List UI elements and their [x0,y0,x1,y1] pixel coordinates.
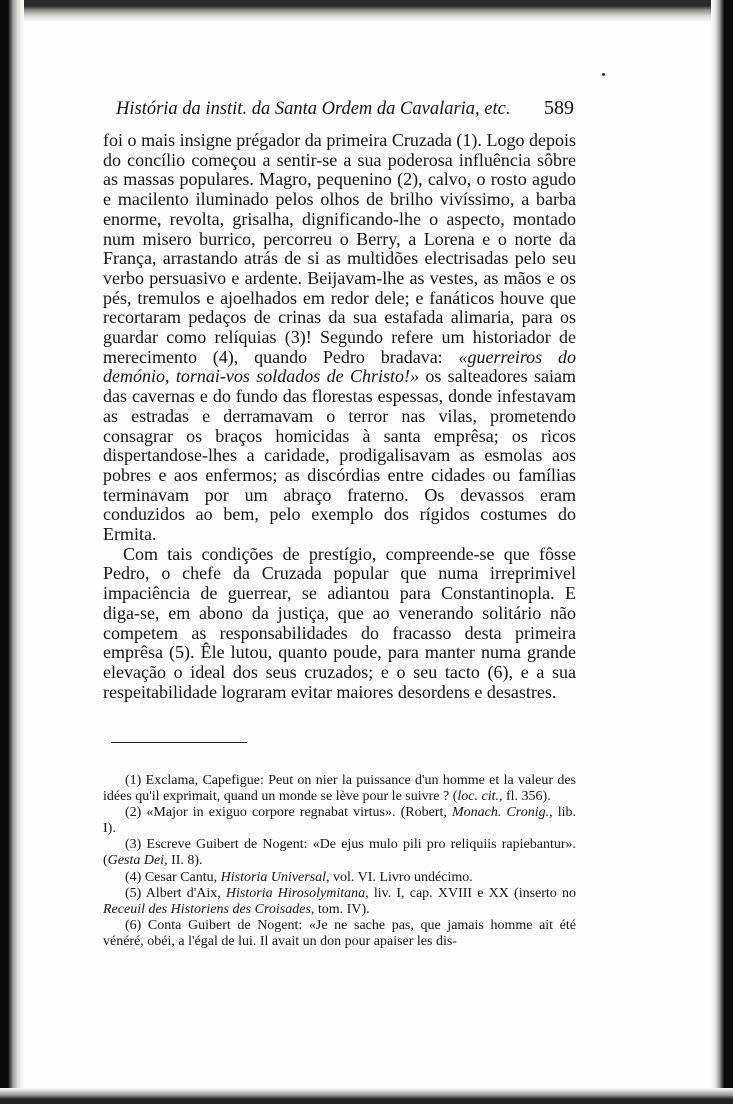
footnote-separator [111,742,247,743]
text-run: , liv. I, cap. XVIII e XX (inserto no [365,885,576,901]
footnote [103,918,576,950]
text-run-italic: Gesta Dei [107,853,165,869]
footnote [103,870,576,886]
text-run: Com tais condições de prestígio, compreende-se que fôsse Pedro, o chefe da Cruzada popular que numa irreprimivel impaciência de guerrear, se adiantou para Constantinopla. E diga-se, em abono da justiça, que ao venerando solitário não competem as responsabilidades do fracasso desta primeira emprêsa (5). Êle lutou, quanto poude, para manter numa grande elevação o ideal dos seus cruzados; e o seu tacto (6), e a sua respeitabilidade lograram evitar maiores desordens e desastres. [103,543,576,702]
text-run: (3) Escreve Guibert de Nogent: «De ejus mulo pili pro reliquiis rapiebantur». ( [103,837,576,869]
text-run-italic: Historia Hirosolymitana [225,885,366,901]
text-run: foi o mais insigne prégador da primeira Cruzada (1). Logo depois do concílio começou a sentir-se a sua poderosa influência sôbre as massas populares. Magro, pequenino (2), calvo, o rosto agudo e macilento iluminado pelos olhos de brilho vivíssimo, a barba enorme, revolta, grisalha, dignificando-lhe o aspecto, montado num misero burrico, percorreu o Berry, a Lorena e o norte da França, arrastando atrás de si as multidões electrisadas pelo seu verbo persuasivo e ardente. Beijavam-lhe as vestes, as mãos e os pés, tremulos e ajoelhados em redor dele; e fanáticos houve que recortaram pedaços de crinas da sua estafada alimaria, para os guardar como relíquias (3)! Segundo refere um historiador de merecimento (4), quando Pedro bradava: [103,130,576,367]
text-run: , II. 8). [164,853,203,869]
footnote [103,805,576,837]
text-run-italic: Monach. Cronig. [451,805,550,821]
text-run-italic: Receuil des Historiens des Croisades [103,901,311,917]
text-run: (5) Albert d'Aix, [125,885,226,901]
page-right-edge [711,0,733,1104]
running-title: História da instit. da Santa Ordem da Cavalaria, etc. [116,99,511,119]
page-number: 589 [544,97,574,119]
text-run: (4) Cesar Cantu, [125,869,221,885]
running-header [116,97,574,123]
text-run: , vol. VI. Livro undécimo. [326,869,473,885]
page-left-edge [0,0,24,1104]
text-run: os salteadores saiam das cavernas e do fundo das florestas espessas, donde infestavam as estradas e derramavam o terror nas vilas, prometendo consagrar os braços homicidas à santa emprêsa; os ricos dispertandose-lhes a caridade, prodigalisavam as esmolas aos pobres e aos enfermos; as discórdias entre cidades ou famílias terminavam por um abraço fraterno. Os devassos eram conduzidos ao bem, pelo exemplo dos rígidos costumes do Ermita. [103,366,576,545]
main-text [103,131,576,702]
text-run-italic: «guerreiros do demónio, tornai-vos soldados de Christo!» [103,346,577,387]
paragraph [103,545,576,703]
text-run: , lib. I). [103,805,576,837]
footnote [103,886,576,918]
text-run: (1) Exclama, Capefigue: Peut on nier la puissance d'un homme et la valeur des idées qu'il exprimait, quand un monde se lève pour le suivre ? ( [103,773,576,805]
ink-speck [602,73,605,76]
text-run: , fl. 356). [498,789,551,805]
footnotes [103,773,576,950]
footnote [103,773,576,805]
text-run: , tom. IV). [310,901,370,917]
footnote [103,837,576,869]
page-bottom-edge [0,1088,733,1104]
text-run: (6) Conta Guibert de Nogent: «Je ne sache pas, que jamais homme ait été vénéré, obéi, a l'égal de lui. Il avait un don pour apaiser les dis- [103,917,576,949]
text-run-italic: Historia Universal [220,869,327,885]
page-top-edge [0,0,733,22]
text-run-italic: loc. cit. [457,789,499,805]
paragraph [103,131,576,545]
text-run: (2) «Major in exiguo corpore regnabat virtus». (Robert, [125,805,452,821]
